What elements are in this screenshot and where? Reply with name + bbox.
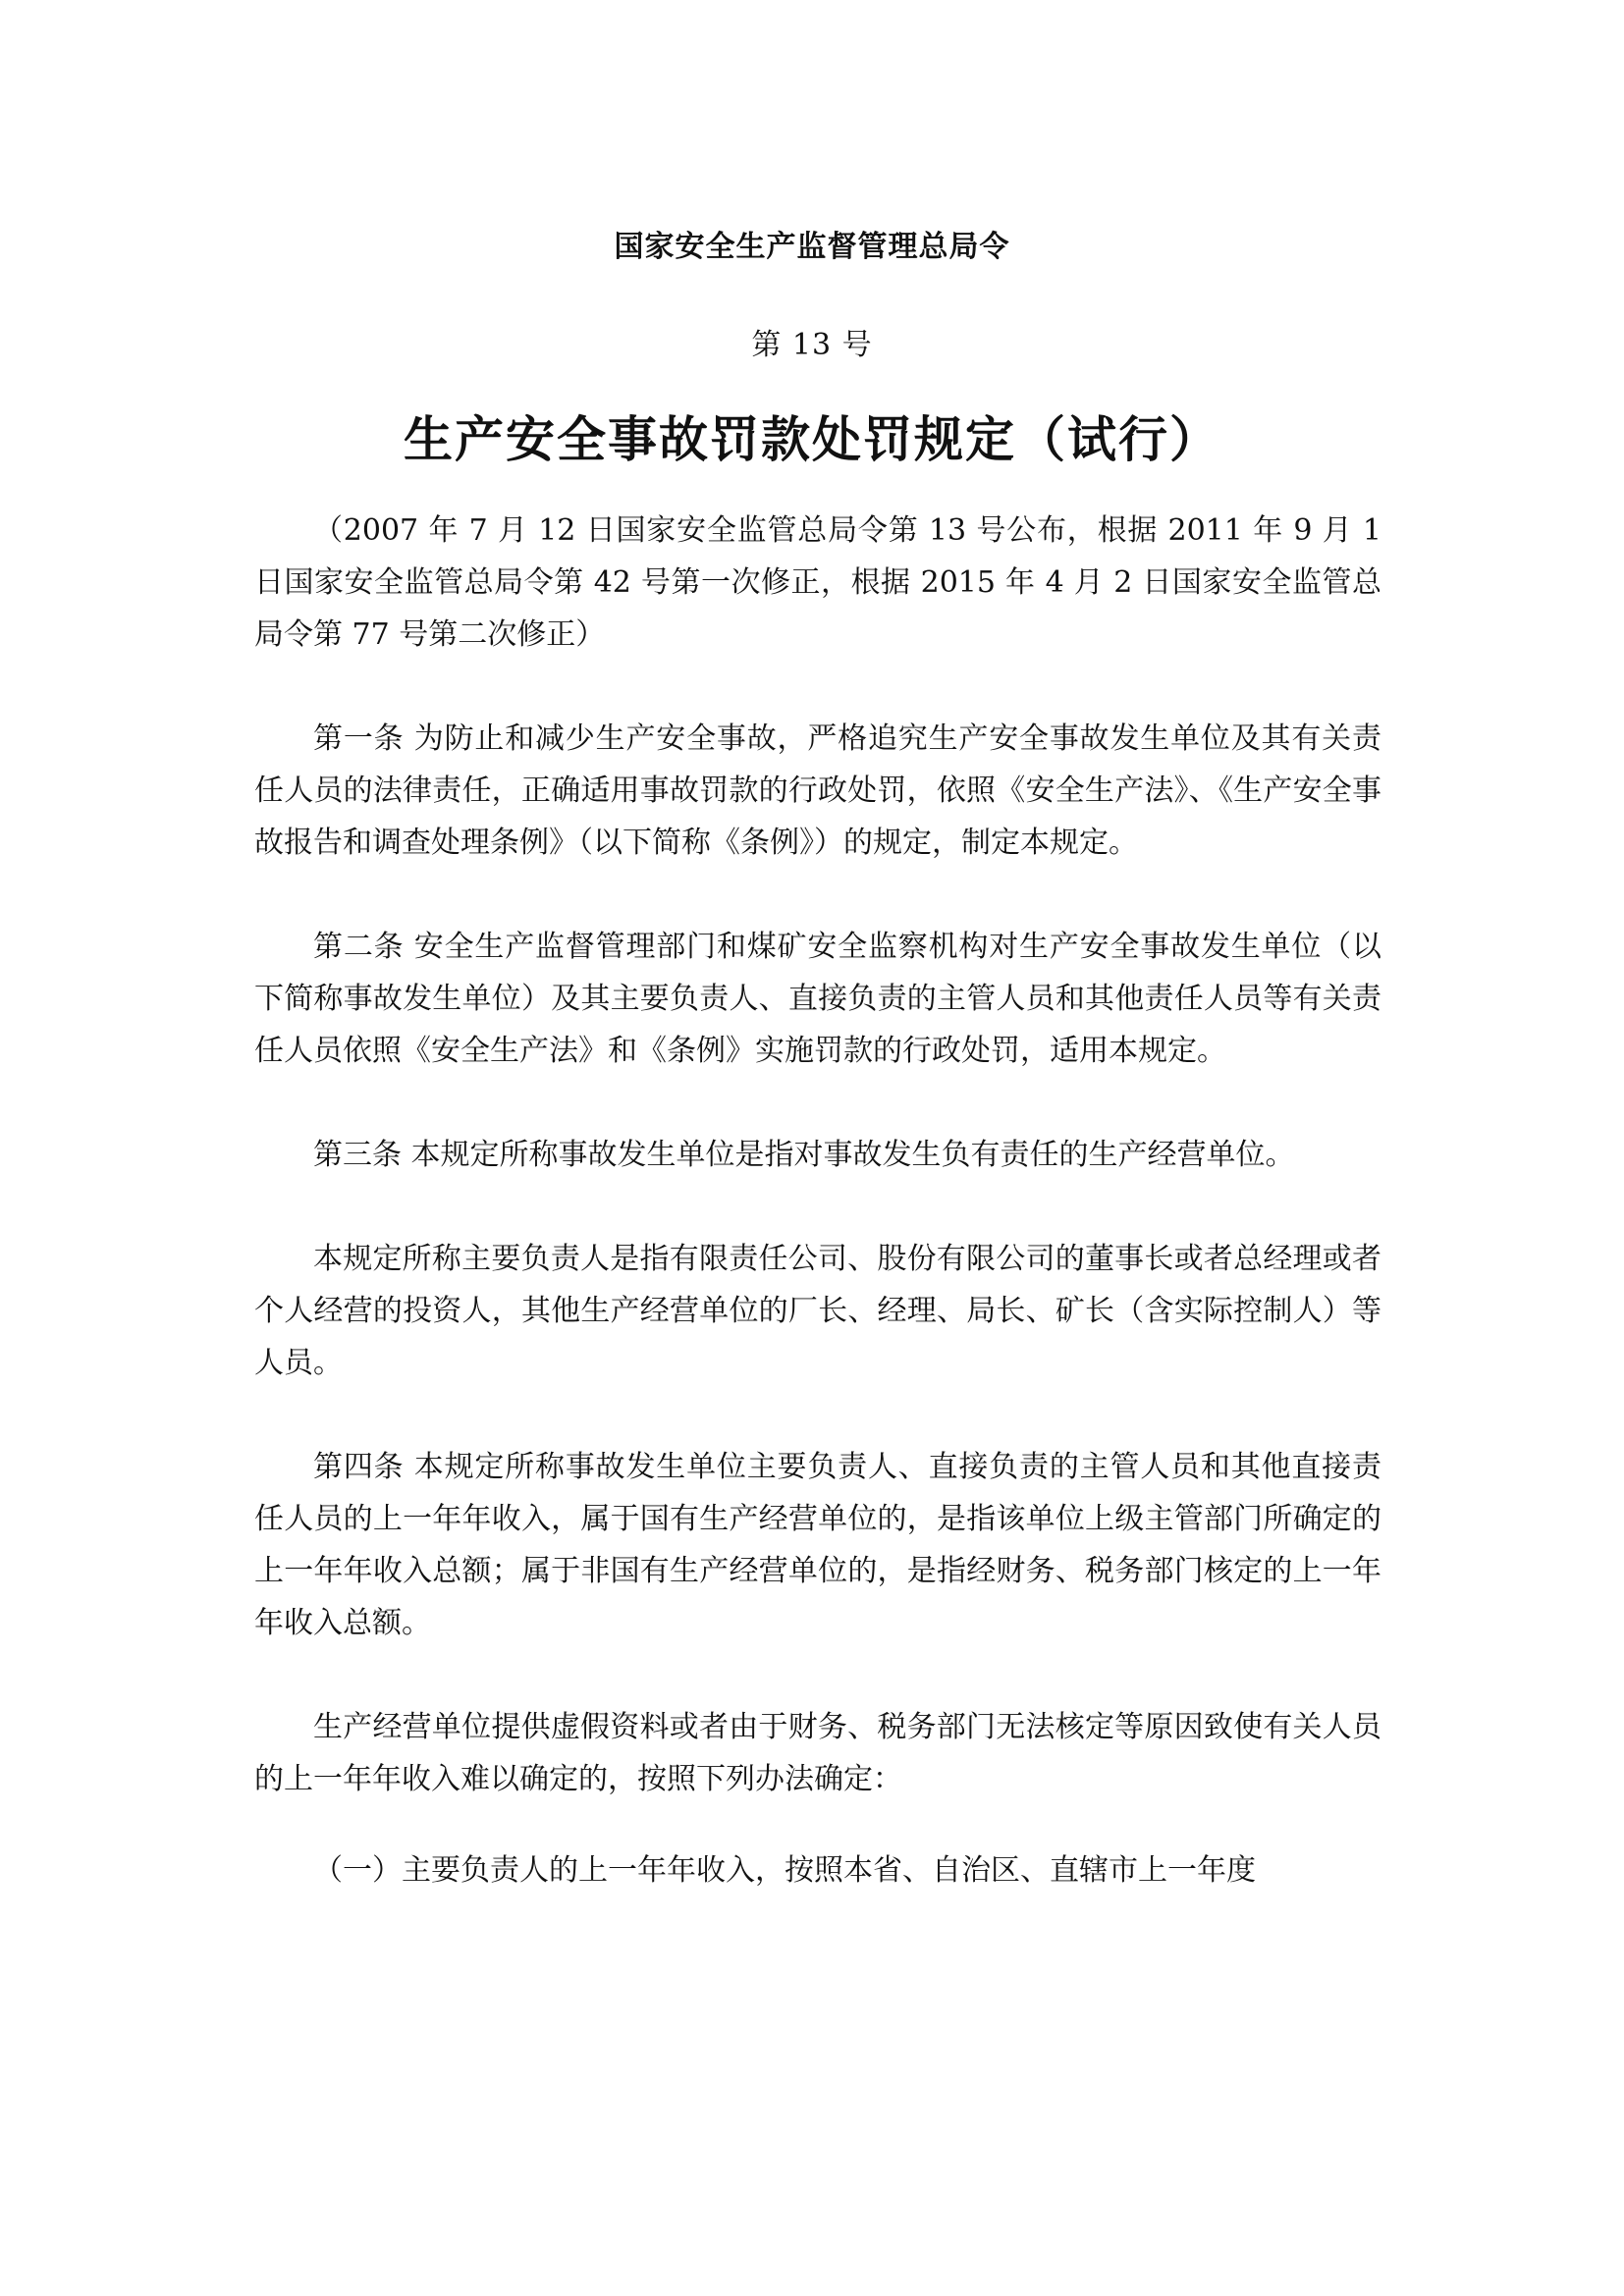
issuer-heading: 国家安全生产监督管理总局令 [614, 230, 1010, 264]
article-3-paragraph-2: 本规定所称主要负责人是指有限责任公司、股份有限公司的董事长或者总经理或者个人经营的投资人，其他生产经营单位的厂长、经理、局长、矿长（含实际控制人）等人员。 [254, 1242, 1381, 1380]
article-2: 第二条 安全生产监督管理部门和煤矿安全监察机构对生产安全事故发生单位（以下简称事故发生单位）及其主要负责人、直接负责的主管人员和其他责任人员等有关责任人员依照《安全生产法》和《条例》实施罚款的行政处罚，适用本规定。 [254, 930, 1381, 1068]
order-number: 第 13 号 [751, 328, 873, 362]
preamble: （2007 年 7 月 12 日国家安全监管总局令第 13 号公布，根据 2011 年 9 月 1 日国家安全监管总局令第 42 号第一次修正，根据 2015 年 4 月 2 日国家安全监管总局令第 77 号第二次修正） [254, 513, 1381, 652]
document-body [254, 505, 1381, 1949]
article-1: 第一条 为防止和减少生产安全事故，严格追究生产安全事故发生单位及其有关责任人员的法律责任，正确适用事故罚款的行政处罚，依照《安全生产法》、《生产安全事故报告和调查处理条例》（以下简称《条例》）的规定，制定本规定。 [254, 721, 1381, 860]
article-4: 第四条 本规定所称事故发生单位主要负责人、直接负责的主管人员和其他直接责任人员的上一年年收入，属于国有生产经营单位的，是指该单位上级主管部门所确定的上一年年收入总额；属于非国有生产经营单位的，是指经财务、税务部门核定的上一年年收入总额。 [254, 1450, 1381, 1640]
article-3: 第三条 本规定所称事故发生单位是指对事故发生负有责任的生产经营单位。 [313, 1138, 1295, 1172]
article-4-paragraph-2: 生产经营单位提供虚假资料或者由于财务、税务部门无法核定等原因致使有关人员的上一年年收入难以确定的，按照下列办法确定： [254, 1710, 1381, 1796]
document-title: 生产安全事故罚款处罚规定（试行） [404, 411, 1220, 468]
article-4-item-1: （一）主要负责人的上一年年收入，按照本省、自治区、直辖市上一年度 [313, 1853, 1256, 1888]
